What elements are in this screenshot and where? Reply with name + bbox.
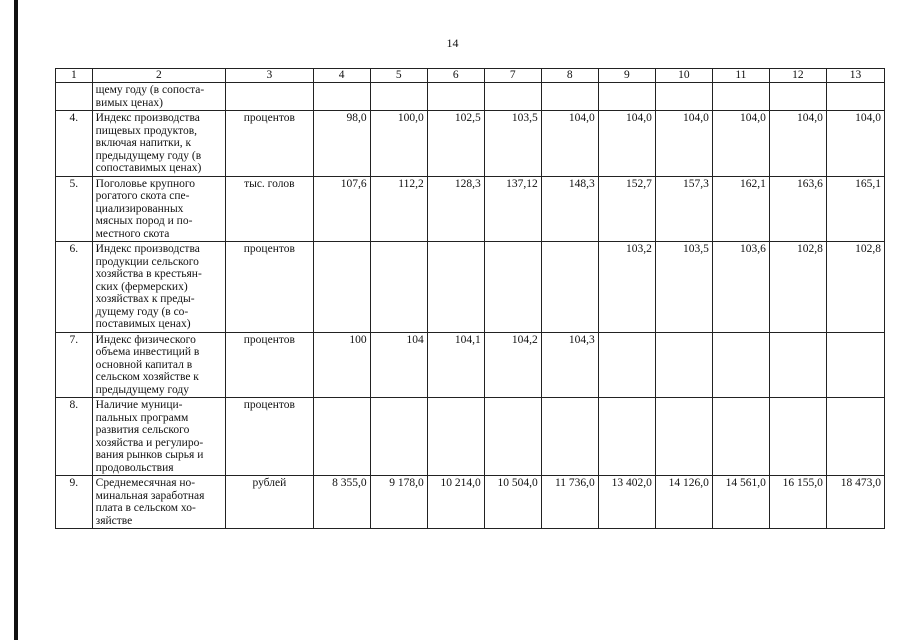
value-cell: 128,3 (427, 176, 484, 242)
value-cell (598, 398, 655, 476)
row-number: 4. (56, 111, 93, 177)
column-header: 7 (484, 69, 541, 83)
value-cell: 103,5 (655, 242, 712, 333)
value-cell (541, 83, 598, 111)
value-cell: 104,0 (541, 111, 598, 177)
value-cell: 13 402,0 (598, 476, 655, 529)
value-cell (541, 398, 598, 476)
value-cell: 157,3 (655, 176, 712, 242)
value-cell: 14 126,0 (655, 476, 712, 529)
column-header: 4 (313, 69, 370, 83)
unit-of-measure: процентов (226, 111, 314, 177)
value-cell: 104,0 (712, 111, 769, 177)
value-cell: 100 (313, 332, 370, 398)
value-cell (370, 398, 427, 476)
table-body (56, 83, 885, 529)
row-number: 6. (56, 242, 93, 333)
unit-of-measure: процентов (226, 398, 314, 476)
value-cell: 104 (370, 332, 427, 398)
indicator-name: Индекс физического объема инвестиций в основной капитал в сельском хозяйстве к предыдущему году (92, 332, 225, 398)
value-cell: 102,8 (769, 242, 826, 333)
row-number: 9. (56, 476, 93, 529)
page-number: 14 (446, 36, 459, 50)
value-cell: 104,0 (598, 111, 655, 177)
value-cell (712, 332, 769, 398)
table-row (56, 476, 885, 529)
value-cell (598, 83, 655, 111)
value-cell: 104,3 (541, 332, 598, 398)
value-cell: 112,2 (370, 176, 427, 242)
value-cell: 104,2 (484, 332, 541, 398)
value-cell (484, 83, 541, 111)
value-cell (826, 398, 884, 476)
value-cell: 104,0 (655, 111, 712, 177)
value-cell: 100,0 (370, 111, 427, 177)
column-header: 8 (541, 69, 598, 83)
value-cell (370, 83, 427, 111)
table-row (56, 398, 885, 476)
column-number-row (56, 69, 885, 83)
column-header: 12 (769, 69, 826, 83)
value-cell (313, 242, 370, 333)
value-cell (655, 398, 712, 476)
column-header: 9 (598, 69, 655, 83)
value-cell: 104,0 (769, 111, 826, 177)
indicator-name: щему году (в сопоста- вимых ценах) (92, 83, 225, 111)
value-cell: 104,0 (826, 111, 884, 177)
value-cell (655, 83, 712, 111)
table-row (56, 176, 885, 242)
indicator-name: Индекс производства продукции сельского хозяйства в крестьян- ских (фермерских) хозяйствах к преды- дущему году (в со- поставимых ценах) (92, 242, 225, 333)
value-cell: 107,6 (313, 176, 370, 242)
value-cell: 9 178,0 (370, 476, 427, 529)
column-header: 6 (427, 69, 484, 83)
indicator-name: Индекс производства пищевых продуктов, включая напитки, к предыдущему году (в сопоставимых ценах) (92, 111, 225, 177)
value-cell (427, 242, 484, 333)
value-cell (655, 332, 712, 398)
column-header: 3 (226, 69, 314, 83)
value-cell: 102,8 (826, 242, 884, 333)
value-cell (484, 242, 541, 333)
column-header: 11 (712, 69, 769, 83)
value-cell: 103,5 (484, 111, 541, 177)
value-cell (484, 398, 541, 476)
value-cell (712, 398, 769, 476)
table-row (56, 83, 885, 111)
value-cell (826, 83, 884, 111)
value-cell: 103,6 (712, 242, 769, 333)
value-cell (313, 83, 370, 111)
value-cell (541, 242, 598, 333)
value-cell (769, 398, 826, 476)
value-cell: 14 561,0 (712, 476, 769, 529)
row-number: 7. (56, 332, 93, 398)
value-cell: 162,1 (712, 176, 769, 242)
value-cell: 165,1 (826, 176, 884, 242)
unit-of-measure: процентов (226, 332, 314, 398)
scan-left-edge (14, 0, 18, 640)
indicator-name: Среднемесячная но- минальная заработная плата в сельском хо- зяйстве (92, 476, 225, 529)
value-cell: 10 214,0 (427, 476, 484, 529)
row-number: 8. (56, 398, 93, 476)
indicator-name: Поголовье крупного рогатого скота спе- циализированных мясных пород и по- местного скота (92, 176, 225, 242)
column-header: 1 (56, 69, 93, 83)
column-header: 2 (92, 69, 225, 83)
value-cell: 103,2 (598, 242, 655, 333)
row-number: 5. (56, 176, 93, 242)
value-cell (598, 332, 655, 398)
value-cell: 163,6 (769, 176, 826, 242)
indicator-name: Наличие муници- пальных программ развития сельского хозяйства и регулиро- вания рынков сырья и продовольствия (92, 398, 225, 476)
value-cell: 148,3 (541, 176, 598, 242)
table-row (56, 111, 885, 177)
value-cell: 18 473,0 (826, 476, 884, 529)
unit-of-measure: процентов (226, 242, 314, 333)
column-header: 10 (655, 69, 712, 83)
value-cell (313, 398, 370, 476)
column-header: 5 (370, 69, 427, 83)
value-cell: 11 736,0 (541, 476, 598, 529)
value-cell (712, 83, 769, 111)
value-cell: 137,12 (484, 176, 541, 242)
value-cell: 102,5 (427, 111, 484, 177)
value-cell (826, 332, 884, 398)
value-cell: 98,0 (313, 111, 370, 177)
row-number (56, 83, 93, 111)
unit-of-measure: тыс. голов (226, 176, 314, 242)
value-cell (769, 332, 826, 398)
value-cell (769, 83, 826, 111)
value-cell: 8 355,0 (313, 476, 370, 529)
unit-of-measure (226, 83, 314, 111)
table-row (56, 242, 885, 333)
value-cell: 104,1 (427, 332, 484, 398)
unit-of-measure: рублей (226, 476, 314, 529)
value-cell: 16 155,0 (769, 476, 826, 529)
value-cell: 152,7 (598, 176, 655, 242)
table-row (56, 332, 885, 398)
value-cell: 10 504,0 (484, 476, 541, 529)
value-cell (427, 83, 484, 111)
value-cell (427, 398, 484, 476)
indicators-table (55, 68, 885, 529)
value-cell (370, 242, 427, 333)
column-header: 13 (826, 69, 884, 83)
